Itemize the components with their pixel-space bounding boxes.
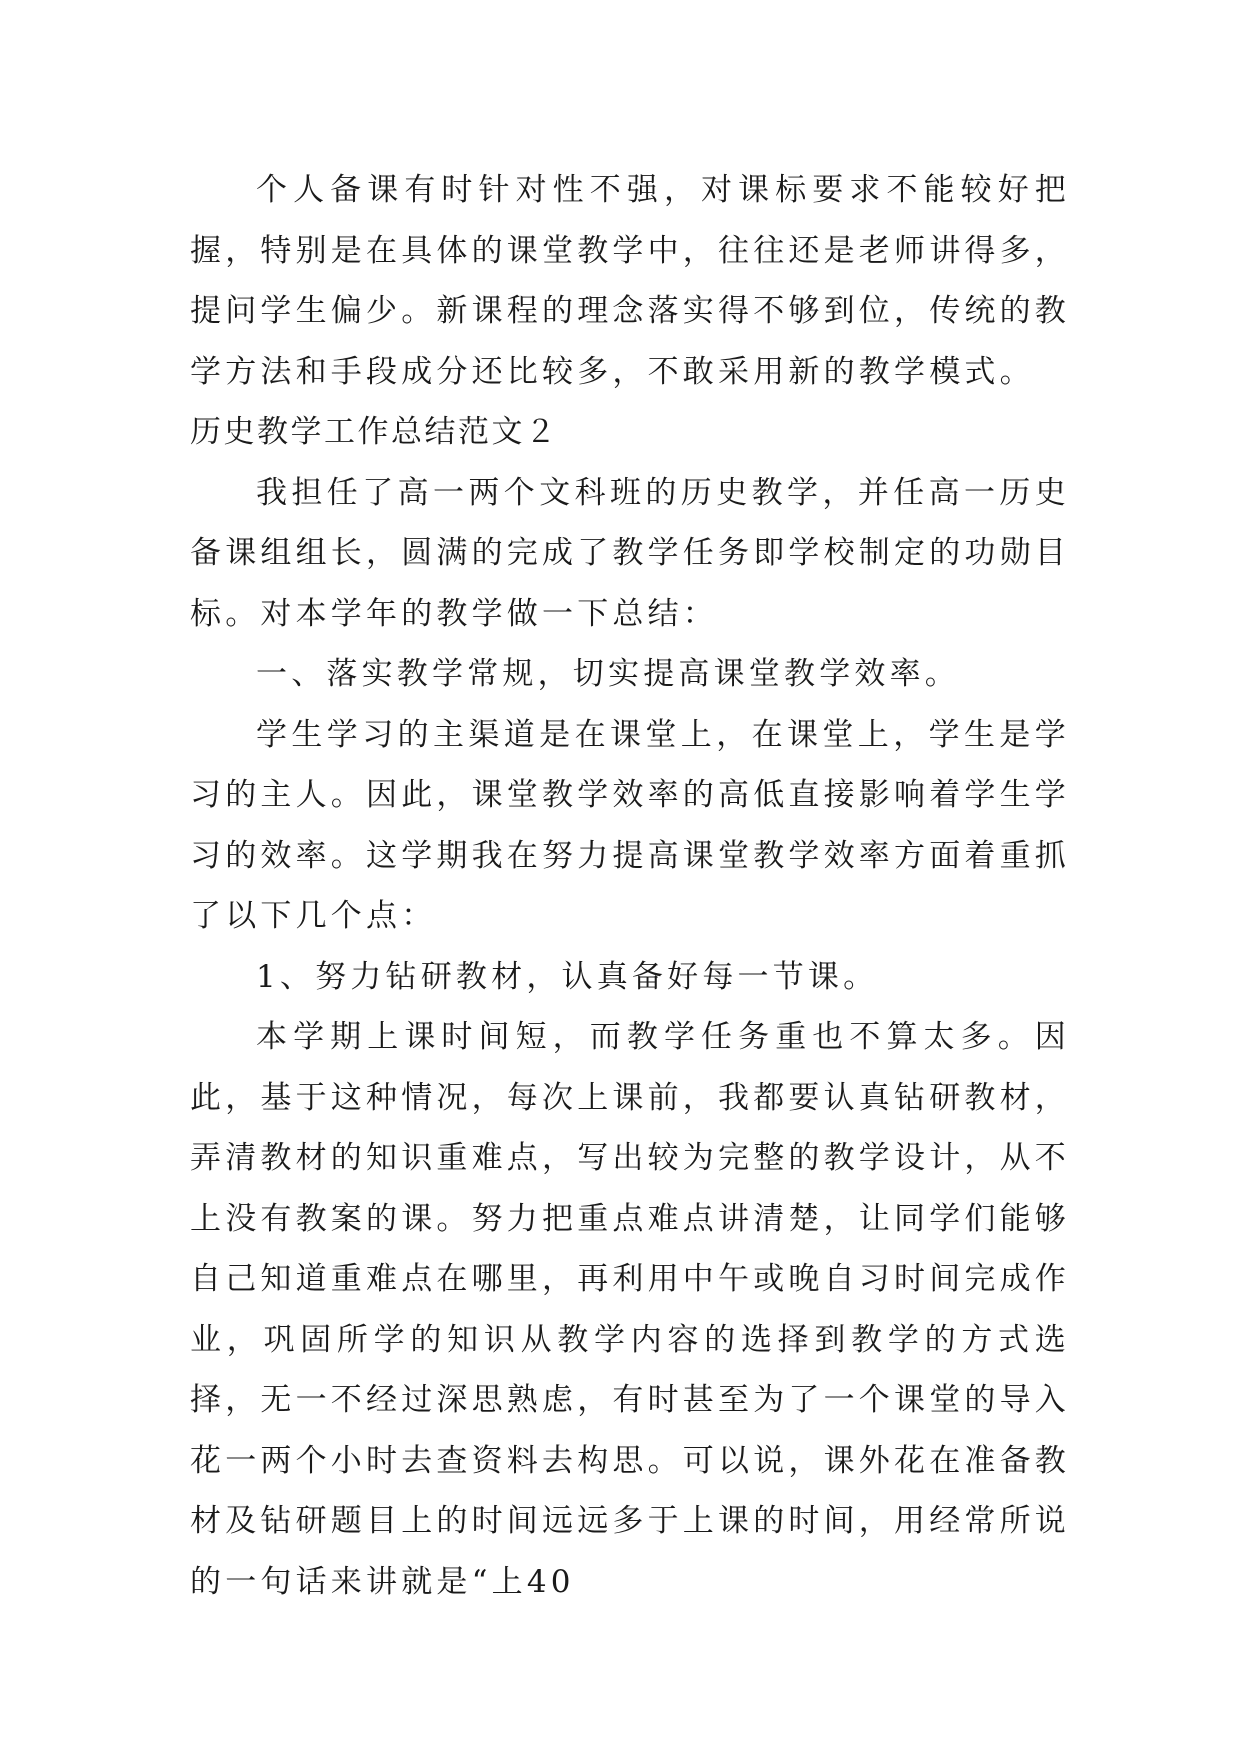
paragraph-intro: 我担任了高一两个文科班的历史教学，并任高一历史备课组组长，圆满的完成了教学任务即学校制定的功勋目标。对本学年的教学做一下总结： (190, 474, 1070, 632)
paragraph-classroom-efficiency: 学生学习的主渠道是在课堂上，在课堂上，学生是学习的主人。因此，课堂教学效率的高低直接影响着学生学习的效率。这学期我在努力提高课堂教学效率方面着重抓了以下几个点： (190, 716, 1070, 934)
list-item-study-materials: 1、努力钻研教材，认真备好每一节课。 (256, 958, 879, 995)
paragraph-preparation-detail: 本学期上课时间短，而教学任务重也不算太多。因此，基于这种情况，每次上课前，我都要认真钻研教材，弄清教材的知识重难点，写出较为完整的教学设计，从不上没有教案的课。努力把重点难点讲清楚，让同学们能够自己知道重难点在哪里，再利用中午或晚自习时间完成作业，巩固所学的知识从教学内容的选择到教学的方式选择，无一不经过深思熟虑，有时甚至为了一个课堂的导入花一两个小时去查资料去构思。可以说，课外花在准备教材及钻研题目上的时间远远多于上课的时间，用经常所说的一句话来讲就是“上40 (190, 1019, 1070, 1600)
paragraph-lesson-prep-issues: 个人备课有时针对性不强，对课标要求不能较好把握，特别是在具体的课堂教学中，往往还是老师讲得多，提问学生偏少。新课程的理念落实得不够到位，传统的教学方法和手段成分还比较多，不敢采用新的教学模式。 (190, 172, 1070, 390)
document-body (190, 160, 1070, 1612)
section-heading: 历史教学工作总结范文２ (190, 414, 559, 450)
subheading-teaching-routine: 一、落实教学常规，切实提高课堂教学效率。 (256, 656, 960, 692)
